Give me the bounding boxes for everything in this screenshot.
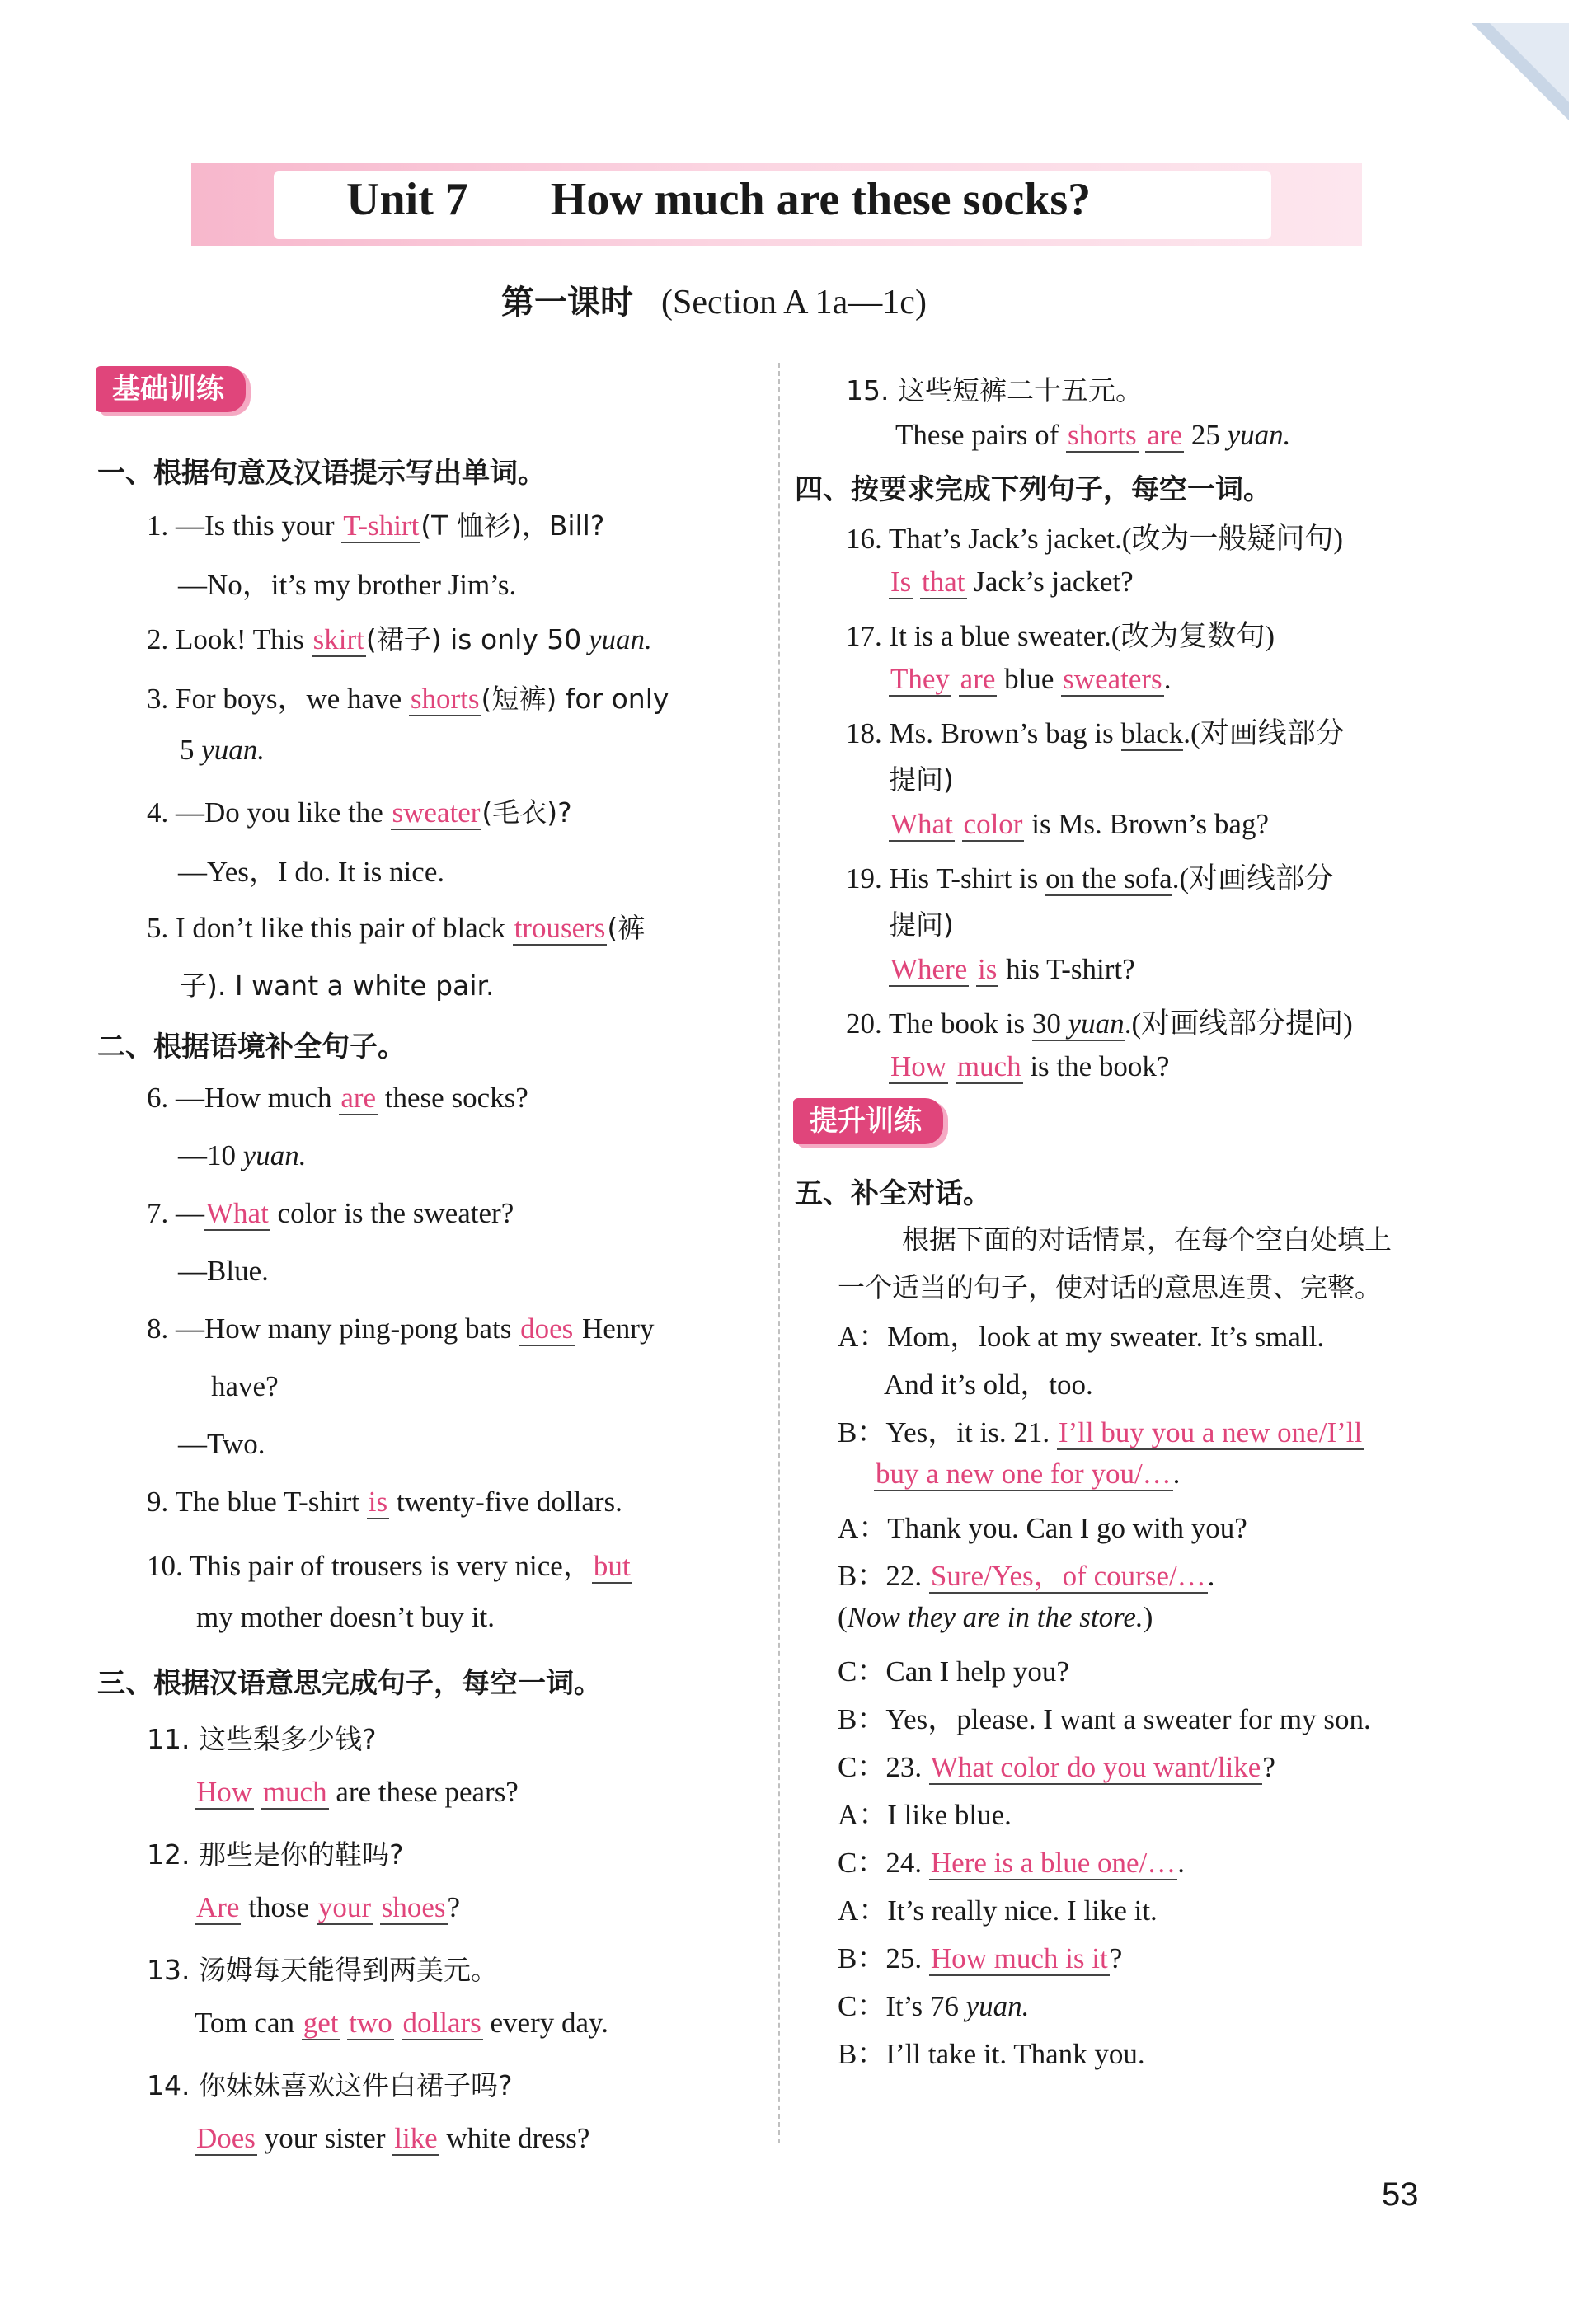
dialog-line-5: A：Thank you. Can I go with you? [838,1512,1247,1544]
answer: sweater [392,796,481,829]
question-11-answer: How much are these pears? [196,1776,519,1808]
tag-basic: 基础训练 [96,366,246,412]
answer: but [593,1550,631,1582]
answer: T-shirt [343,509,420,542]
section-heading-3: 三、根据汉语意思完成句子，每空一词。 [97,1667,602,1700]
question-17: 17. It is a blue sweater.(改为复数句) [846,620,1275,652]
question-15-answer: These pairs of shorts are 25 yuan. [895,419,1291,451]
question-13: 13. 汤姆每天能得到两美元。 [147,1954,498,1986]
lesson-en: (Section A 1a—1c) [661,284,927,322]
question-8-reply: —Two. [178,1428,265,1460]
question-16-answer: Is that Jack’s jacket? [890,566,1134,598]
question-20: 20. The book is 30 yuan.(对画线部分提问) [846,1007,1353,1040]
dialog-intro-1: 根据下面的对话情景，在每个空白处填上 [902,1223,1392,1256]
answer: are [340,1082,377,1114]
question-18: 18. Ms. Brown’s bag is black.(对画线部分 [846,717,1345,749]
answer: trousers [514,912,606,944]
question-4-reply: —Yes，I do. It is nice. [178,856,445,888]
dialog-line-14: B：25. How much is it? [838,1942,1123,1974]
question-1: 1. —Is this your T-shirt(T 恤衫)，Bill? [147,509,605,542]
dialog-line-16: B：I’ll take it. Thank you. [838,2038,1145,2070]
question-5-cont: 子). I want a white pair. [180,970,495,1002]
column-divider [778,363,780,2143]
question-20-answer: How much is the book? [890,1050,1170,1082]
unit-title [346,173,1091,226]
question-5: 5. I don’t like this pair of black trousers(裤 [147,912,646,944]
dialog-line-11: A：I like blue. [838,1799,1012,1831]
dialog-line-12: C：24. Here is a blue one/…. [838,1847,1186,1879]
question-7-reply: —Blue. [178,1255,269,1287]
question-11: 11. 这些梨多少钱? [147,1723,377,1755]
question-19-answer: Where is his T-shirt? [890,953,1135,985]
dialog-line-6: B：22. Sure/Yes，of course/…. [838,1560,1215,1592]
dialog-line-10: C：23. What color do you want/like? [838,1751,1275,1783]
dialog-line-8: C：Can I help you? [838,1655,1069,1688]
section-heading-4: 四、按要求完成下列句子，每空一词。 [795,473,1271,506]
question-3: 3. For boys，we have shorts(短裤) for only [147,683,669,715]
question-10: 10. This pair of trousers is very nice，but [147,1550,631,1582]
dialog-line-9: B：Yes，please. I want a sweater for my son. [838,1703,1371,1735]
dialog-line-1: A：Mom，look at my sweater. It’s small. [838,1321,1325,1353]
question-6: 6. —How much are these socks? [147,1082,528,1114]
question-8: 8. —How many ping-pong bats does Henry [147,1312,655,1345]
dialog-line-3: B：Yes，it is. 21. I’ll buy you a new one/I’ll [838,1416,1363,1448]
question-8-cont: have? [211,1370,279,1402]
question-18-answer: What color is Ms. Brown’s bag? [890,808,1269,840]
section-heading-2: 二、根据语境补全句子。 [97,1031,406,1063]
question-9: 9. The blue T-shirt is twenty-five dollars. [147,1486,622,1518]
dialog-line-13: A：It’s really nice. I like it. [838,1894,1158,1927]
answer: What [206,1197,269,1229]
section-heading-1: 一、根据句意及汉语提示写出单词。 [97,457,546,490]
dialog-line-4: buy a new one for you/…. [876,1458,1181,1490]
answer: skirt [312,623,364,655]
question-14: 14. 你妹妹喜欢这件白裙子吗? [147,2069,513,2101]
question-12-answer: Are those your shoes? [196,1891,461,1923]
dialog-intro-2: 一个适当的句子，使对话的意思连贯、完整。 [838,1271,1382,1303]
section-heading-5: 五、补全对话。 [795,1177,991,1210]
lesson-cn: 第一课时 [501,284,633,322]
answer: is [368,1486,388,1518]
dialog-line-15: C：It’s 76 yuan. [838,1990,1030,2022]
question-7: 7. —What color is the sweater? [147,1197,514,1229]
question-1-reply: —No，it’s my brother Jim’s. [178,569,517,601]
page-corner-fold-inner [1490,23,1569,102]
lesson-title [501,276,927,323]
question-16: 16. That’s Jack’s jacket.(改为一般疑问句) [846,523,1343,555]
tag-advanced: 提升训练 [793,1098,943,1144]
question-19: 19. His T-shirt is on the sofa.(对画线部分 [846,862,1334,894]
question-19-cont: 提问) [889,908,954,941]
question-18-cont: 提问) [889,763,954,796]
question-13-answer: Tom can get two dollars every day. [195,2007,609,2039]
question-15: 15. 这些短裤二十五元。 [846,374,1143,406]
question-17-answer: They are blue sweaters. [890,663,1172,695]
question-4: 4. —Do you like the sweater(毛衣)? [147,796,572,829]
answer: shorts [410,683,480,715]
question-14-answer: Does your sister like white dress? [196,2122,590,2154]
page-number: 53 [1382,2176,1419,2213]
dialog-line-2: And it’s old，too. [884,1369,1093,1401]
question-3-cont: 5 yuan. [180,734,265,766]
question-2: 2. Look! This skirt(裙子) is only 50 yuan. [147,623,652,655]
question-10-cont: my mother doesn’t buy it. [196,1601,495,1633]
answer: does [520,1312,574,1345]
unit-number: Unit 7 [346,174,468,225]
question-6-reply: —10 yuan. [178,1139,307,1171]
question-12: 12. 那些是你的鞋吗? [147,1838,404,1871]
dialog-line-7: (Now they are in the store.) [838,1601,1153,1633]
unit-heading: How much are these socks? [550,174,1092,225]
